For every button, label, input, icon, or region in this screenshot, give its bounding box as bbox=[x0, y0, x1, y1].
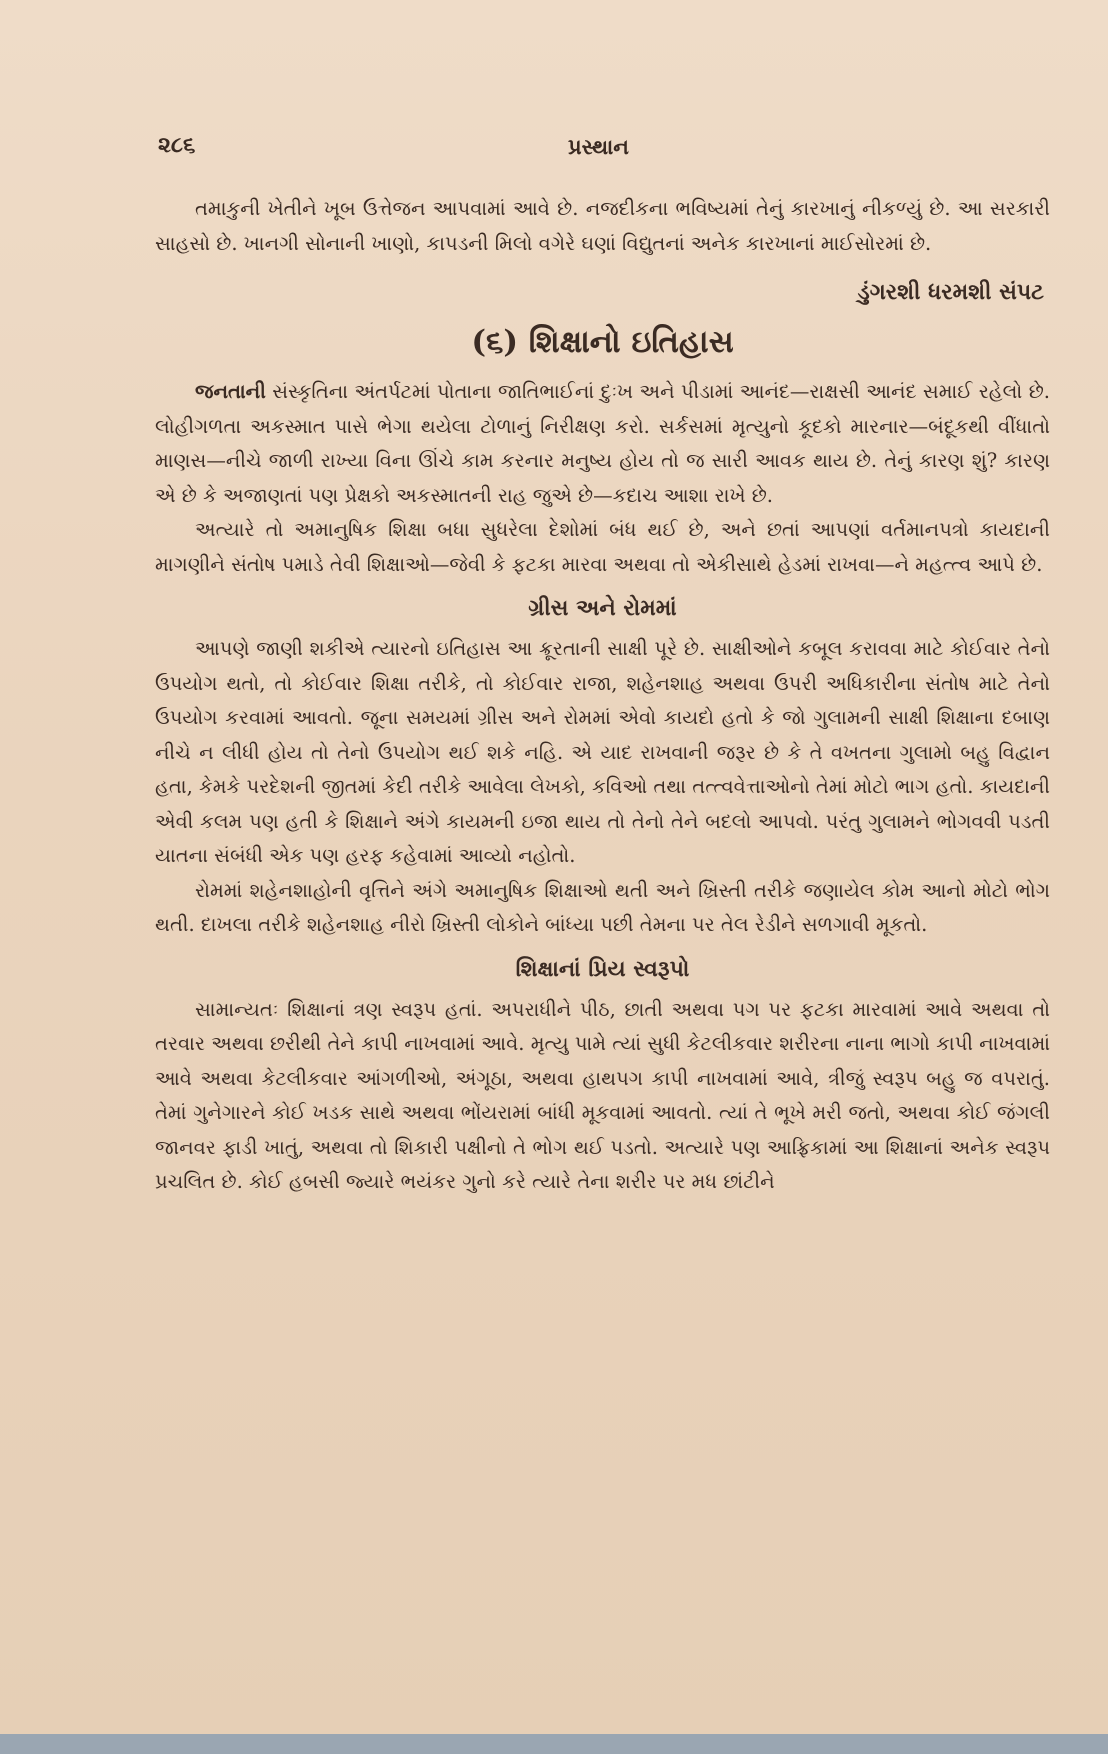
chapter-paragraph-1 bbox=[155, 375, 1050, 513]
section-heading-punishment-forms: શિક્ષાનાં પ્રિય સ્વરૂપો bbox=[515, 955, 690, 982]
page-content bbox=[155, 192, 1050, 1200]
paragraph-body: સંસ્કૃતિના અંતર્પટમાં પોતાના જાતિભાઈનાં દુઃખ અને પીડામાં આનંદ—રાક્ષસી આનંદ સમાઈ રહેલો છે. લોહીગળતા અકસ્માત પાસે ભેગા થયેલા ટોળાનું નિરીક્ષણ કરો. સર્કસમાં મૃત્યુનો કૂદકો મારનાર—બંદૂકથી વીંધાતો માણસ—નીચે જાળી રાખ્યા વિના ઊંચે કામ કરનાર મનુષ્ય હોય તો જ સારી આવક થાય છે. તેનું કારણ શું? કારણ એ છે કે અજાણતાં પણ પ્રેક્ષકો અકસ્માતની રાહ જુએ છે—કદાચ આશા રાખે છે. bbox=[155, 380, 1050, 507]
paragraph-lead-word: જનતાની bbox=[195, 380, 266, 403]
greece-rome-paragraph-2: રોમમાં શહેનશાહોની વૃત્તિને અંગે અમાનુષિક શિક્ષાઓ થતી અને ખ્રિસ્તી તરીકે જણાયેલ કોમ આનો મોટો ભોગ થતી. દાખલા તરીકે શહેનશાહ નીરો ખ્રિસ્તી લોકોને બાંધ્યા પછી તેમના પર તેલ રેડીને સળગાવી મૂકતો. bbox=[155, 878, 1050, 936]
page-header bbox=[158, 132, 958, 172]
intro-paragraph: તમાકુની ખેતીને ખૂબ ઉત્તેજન આપવામાં આવે છે. નજદીકના ભવિષ્યમાં તેનું કારખાનું નીકળ્યું છે. આ સરકારી સાહસો છે. ખાનગી સોનાની ખાણો, કાપડની મિલો વગેરે ઘણાં વિદ્યુતનાં અનેક કારખાનાં માઈસોરમાં છે. bbox=[155, 197, 1050, 255]
section-heading-greece-rome: ગ્રીસ અને રોમમાં bbox=[528, 595, 677, 621]
scan-edge-strip bbox=[0, 1734, 1108, 1754]
punishment-forms-paragraph: સામાન્યતઃ શિક્ષાનાં ત્રણ સ્વરૂપ હતાં. અપરાધીને પીઠ, છાતી અથવા પગ પર ફટકા મારવામાં આવે અથવા તો તરવાર અથવા છરીથી તેને કાપી નાખવામાં આવે. મૃત્યુ પામે ત્યાં સુધી કેટલીકવાર શરીરના નાના ભાગો કાપી નાખવામાં આવે અથવા કેટલીકવાર આંગળીઓ, અંગૂઠા, અથવા હાથપગ કાપી નાખવામાં આવે, ત્રીજું સ્વરૂપ બહુ જ વપરાતું. તેમાં ગુનેગારને કોઈ ખડક સાથે અથવા ભોંયરામાં બાંધી મૂકવામાં આવતો. ત્યાં તે ભૂખે મરી જતો, અથવા કોઈ જંગલી જાનવર ફાડી ખાતું, અથવા તો શિકારી પક્ષીનો તે ભોગ થઈ પડતો. અત્યારે પણ આફ્રિકામાં આ શિક્ષાનાં અનેક સ્વરૂપ પ્રચલિત છે. કોઈ હબસી જ્યારે ભયંકર ગુનો કરે ત્યારે તેના શરીર પર મધ છાંટીને bbox=[155, 997, 1050, 1193]
author-signature: ડુંગરશી ધરમશી સંપટ bbox=[857, 279, 1044, 305]
running-title: પ્રસ્થાન bbox=[568, 134, 629, 159]
page-number: ૨૮૬ bbox=[158, 132, 196, 158]
chapter-paragraph-2: અત્યારે તો અમાનુષિક શિક્ષા બધા સુધરેલા દેશોમાં બંધ થઈ છે, અને છતાં આપણાં વર્તમાનપત્રો કાયદાની માગણીને સંતોષ પમાડે તેવી શિક્ષાઓ—જેવી કે ફટકા મારવા અથવા તો એકીસાથે હેડમાં રાખવા—ને મહત્ત્વ આપે છે. bbox=[155, 518, 1050, 576]
chapter-title: (૬) શિક્ષાનો ઇતિહાસ bbox=[471, 324, 734, 360]
greece-rome-paragraph-1: આપણે જાણી શકીએ ત્યારનો ઇતિહાસ આ ક્રૂરતાની સાક્ષી પૂરે છે. સાક્ષીઓને કબૂલ કરાવવા માટે કોઈવાર તેનો ઉપયોગ થતો, તો કોઈવાર શિક્ષા તરીકે, તો કોઈવાર રાજા, શહેનશાહ અથવા ઉપરી અધિકારીના સંતોષ માટે તેનો ઉપયોગ કરવામાં આવતો. જૂના સમયમાં ગ્રીસ અને રોમમાં એવો કાયદો હતો કે જો ગુલામની સાક્ષી શિક્ષાના દબાણ નીચે ન લીધી હોય તો તેનો ઉપયોગ થઈ શકે નહિ. એ યાદ રાખવાની જરૂર છે કે તે વખતના ગુલામો બહુ વિદ્વાન હતા, કેમકે પરદેશની જીતમાં કેદી તરીકે આવેલા લેખકો, કવિઓ તથા તત્ત્વવેત્તાઓનો તેમાં મોટો ભાગ હતો. કાયદાની એવી કલમ પણ હતી કે શિક્ષાને અંગે કાયમની ઇજા થાય તો તેનો તેને બદલો આપવો. પરંતુ ગુલામને ભોગવવી પડતી યાતના સંબંધી એક પણ હરફ કહેવામાં આવ્યો નહોતો. bbox=[155, 637, 1050, 867]
